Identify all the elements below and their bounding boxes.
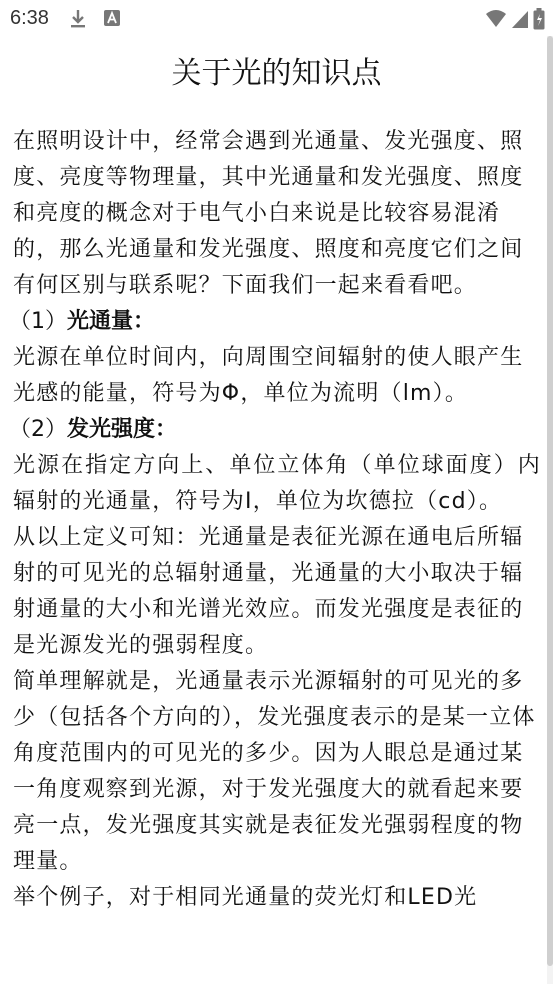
battery-icon xyxy=(533,8,545,34)
intro-paragraph: 在照明设计中，经常会遇到光通量、发光强度、照度、亮度等物理量，其中光通量和发光强度、照度和亮度的概念对于电气小白来说是比较容易混淆的，那么光通量和发光强度、照度和亮度它们之间有何区别与联系呢？下面我们一起来看看吧。 xyxy=(13,129,524,298)
section-number: （1） xyxy=(9,309,67,334)
section-heading-luminous-flux xyxy=(9,304,541,340)
text-a-icon xyxy=(104,10,120,30)
article-title: 关于光的知识点 xyxy=(171,56,382,91)
luminous-intensity-definition: 光源在指定方向上、单位立体角（单位球面度）内辐射的光通量，符号为I，单位为坎德拉（cd）。 xyxy=(13,453,541,514)
section-term: 发光强度： xyxy=(67,417,178,442)
status-time: 6:38 xyxy=(10,7,49,29)
article-body xyxy=(9,124,541,916)
signal-icon xyxy=(511,9,529,33)
explanation-paragraph: 简单理解就是，光通量表示光源辐射的可见光的多少（包括各个方向的），发光强度表示的是某一立体角度范围内的可见光的多少。因为人眼总是通过某一角度观察到光源，对于发光强度大的就看起来要亮一点，发光强度其实就是表征发光强弱程度的物理量。 xyxy=(13,669,536,874)
status-right-icons xyxy=(485,8,545,34)
section-heading-luminous-intensity xyxy=(9,412,541,448)
wifi-icon xyxy=(485,9,507,33)
download-icon xyxy=(68,8,88,34)
scrollbar-thumb[interactable] xyxy=(547,36,553,966)
status-bar xyxy=(0,0,553,36)
luminous-flux-definition: 光源在单位时间内，向周围空间辐射的使人眼产生光感的能量，符号为Φ，单位为流明（lm）。 xyxy=(13,345,524,406)
section-term: 光通量： xyxy=(67,309,156,334)
example-paragraph: 举个例子，对于相同光通量的荧光灯和LED光 xyxy=(13,885,478,910)
section-number: （2） xyxy=(9,417,67,442)
summary-paragraph: 从以上定义可知：光通量是表征光源在通电后所辐射的可见光的总辐射通量，光通量的大小取决于辐射通量的大小和光谱光效应。而发光强度是表征的是光源发光的强弱程度。 xyxy=(13,525,524,658)
